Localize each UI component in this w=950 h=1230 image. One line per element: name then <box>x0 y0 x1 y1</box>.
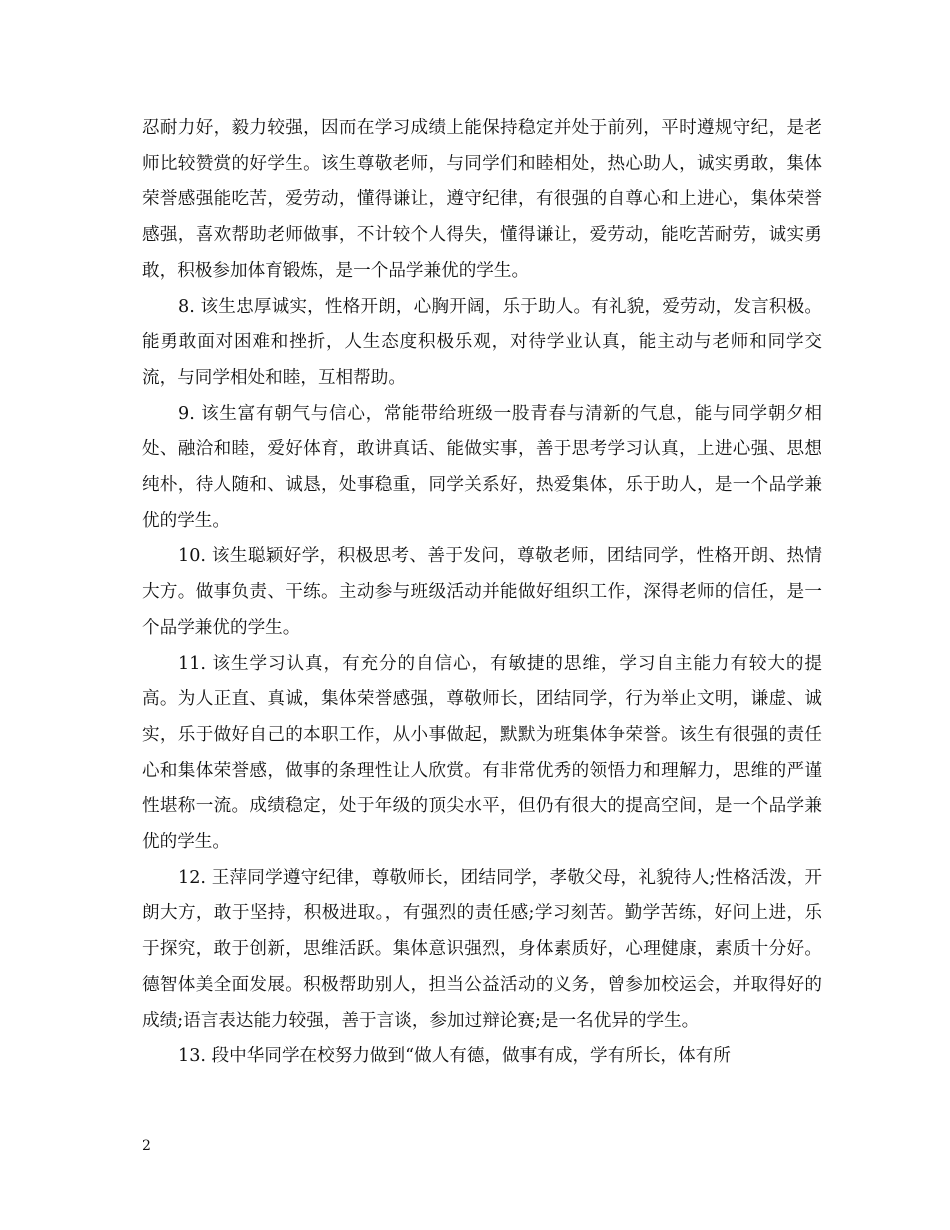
paragraph-continued: 忍耐力好，毅力较强，因而在学习成绩上能保持稳定并处于前列，平时遵规守纪，是老师比较赞赏的好学生。该生尊敬老师，与同学们和睦相处，热心助人，诚实勇敢，集体荣誉感强能吃苦，爱劳动，懂得谦让，遵守纪律，有很强的自尊心和上进心，集体荣誉感强，喜欢帮助老师做事，不计较个人得失，懂得谦让，爱劳动，能吃苦耐劳，诚实勇敢，积极参加体育锻炼，是一个品学兼优的学生。 <box>142 118 822 281</box>
paragraph-item-11: 11. 该生学习认真，有充分的自信心，有敏捷的思维，学习自主能力有较大的提高。为人正直、真诚，集体荣誉感强，尊敬师长，团结同学，行为举止文明，谦虚、诚实，乐于做好自己的本职工作，从小事做起，默默为班集体争荣誉。该生有很强的责任心和集体荣誉感，做事的条理性让人欣赏。有非常优秀的领悟力和理解力，思维的严谨性堪称一流。成绩稳定，处于年级的顶尖水平，但仍有很大的提高空间，是一个品学兼优的学生。 <box>142 653 822 853</box>
paragraph-item-13: 13. 段中华同学在校努力做到“做人有德，做事有成，学有所长，体有所 <box>178 1046 731 1067</box>
paragraph-item-12: 12. 王萍同学遵守纪律，尊敬师长，团结同学，孝敬父母，礼貌待人;性格活泼，开朗大方，敢于坚持，积极进取。，有强烈的责任感;学习刻苦。勤学苦练，好问上进，乐于探究，敢于创新，思维活跃。集体意识强烈，身体素质好，心理健康，素质十分好。德智体美全面发展。积极帮助别人，担当公益活动的义务，曾参加校运会，并取得好的成绩;语言表达能力较强，善于言谈，参加过辩论赛;是一名优异的学生。 <box>142 867 822 1031</box>
paragraph-item-9: 9. 该生富有朝气与信心，常能带给班级一股青春与清新的气息，能与同学朝夕相处、融洽和睦，爱好体育，敢讲真话、能做实事，善于思考学习认真，上进心强、思想纯朴，待人随和、诚恳，处事稳重，同学关系好，热爱集体，乐于助人，是一个品学兼优的学生。 <box>142 403 822 531</box>
page-number: 2 <box>142 1138 151 1154</box>
paragraph-item-8: 8. 该生忠厚诚实，性格开朗，心胸开阔，乐于助人。有礼貌，爱劳动，发言积极。能勇敢面对困难和挫折，人生态度积极乐观，对待学业认真，能主动与老师和同学交流，与同学相处和睦，互相帮助。 <box>142 296 822 388</box>
document-body <box>142 111 822 1075</box>
paragraph-item-10: 10. 该生聪颖好学，积极思考、善于发问，尊敬老师，团结同学，性格开朗、热情大方。做事负责、干练。主动参与班级活动并能做好组织工作，深得老师的信任，是一个品学兼优的学生。 <box>142 546 822 638</box>
